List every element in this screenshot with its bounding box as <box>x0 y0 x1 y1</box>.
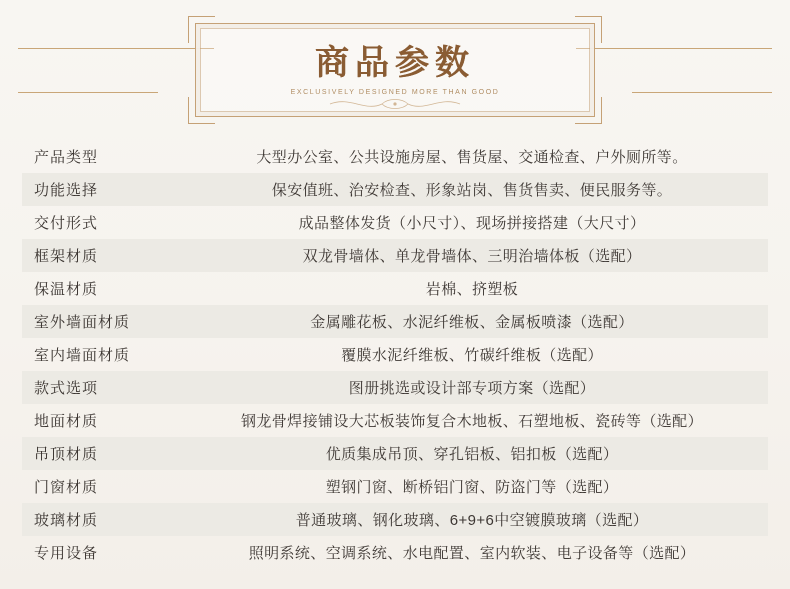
spec-label: 产品类型 <box>34 149 99 166</box>
table-row <box>22 371 768 404</box>
spec-value: 优质集成吊顶、穿孔铝板、铝扣板（选配） <box>325 446 619 463</box>
table-row <box>22 437 768 470</box>
spec-label: 款式选项 <box>34 380 99 397</box>
table-row <box>22 140 768 173</box>
table-row <box>22 272 768 305</box>
page-title: 商品参数 <box>315 45 475 83</box>
spec-label: 室内墙面材质 <box>34 347 131 364</box>
spec-label: 保温材质 <box>34 281 99 298</box>
spec-label: 吊顶材质 <box>34 446 99 463</box>
table-row <box>22 404 768 437</box>
spec-label: 框架材质 <box>34 248 99 265</box>
table-row <box>22 239 768 272</box>
table-row <box>22 536 768 569</box>
spec-value: 岩棉、挤塑板 <box>425 281 519 298</box>
table-row <box>22 503 768 536</box>
rule-left-outer-line <box>18 48 214 49</box>
spec-value: 图册挑选或设计部专项方案（选配） <box>348 380 596 397</box>
rule-left-inner-line <box>18 92 158 93</box>
header-banner <box>0 0 790 140</box>
spec-value: 保安值班、治安检查、形象站岗、售货售卖、便民服务等。 <box>271 182 673 199</box>
rule-right-outer-line <box>576 48 772 49</box>
table-row <box>22 173 768 206</box>
spec-value: 双龙骨墙体、单龙骨墙体、三明治墙体板（选配） <box>302 248 642 265</box>
spec-value: 成品整体发货（小尺寸）、现场拼接搭建（大尺寸） <box>298 215 646 232</box>
spec-table <box>22 140 768 569</box>
table-row <box>22 470 768 503</box>
spec-label: 室外墙面材质 <box>34 314 131 331</box>
spec-value: 金属雕花板、水泥纤维板、金属板喷漆（选配） <box>310 314 634 331</box>
spec-label: 玻璃材质 <box>34 512 99 529</box>
spec-value: 普通玻璃、钢化玻璃、6+9+6中空镀膜玻璃（选配） <box>295 512 649 529</box>
table-row <box>22 305 768 338</box>
title-plaque-frame <box>195 23 595 117</box>
plaque-corner-bottom-left <box>188 97 215 124</box>
plaque-corner-top-right <box>575 16 602 43</box>
rule-right-inner-line <box>632 92 772 93</box>
spec-label: 地面材质 <box>34 413 99 430</box>
spec-value: 钢龙骨焊接铺设大芯板装饰复合木地板、石塑地板、瓷砖等（选配） <box>240 413 703 430</box>
spec-label: 专用设备 <box>34 545 99 562</box>
table-row <box>22 206 768 239</box>
spec-label: 功能选择 <box>34 182 99 199</box>
spec-table-body <box>22 140 768 569</box>
spec-value: 大型办公室、公共设施房屋、售货屋、交通检查、户外厕所等。 <box>256 149 688 166</box>
spec-value: 照明系统、空调系统、水电配置、室内软装、电子设备等（选配） <box>248 545 696 562</box>
ornament-flourish-icon <box>320 96 470 112</box>
spec-label: 交付形式 <box>34 215 99 232</box>
spec-label: 门窗材质 <box>34 479 99 496</box>
page-subtitle: EXCLUSIVELY DESIGNED MORE THAN GOOD <box>290 88 500 96</box>
spec-value: 塑钢门窗、断桥铝门窗、防盗门等（选配） <box>325 479 619 496</box>
table-row <box>22 338 768 371</box>
spec-value: 覆膜水泥纤维板、竹碳纤维板（选配） <box>341 347 603 364</box>
